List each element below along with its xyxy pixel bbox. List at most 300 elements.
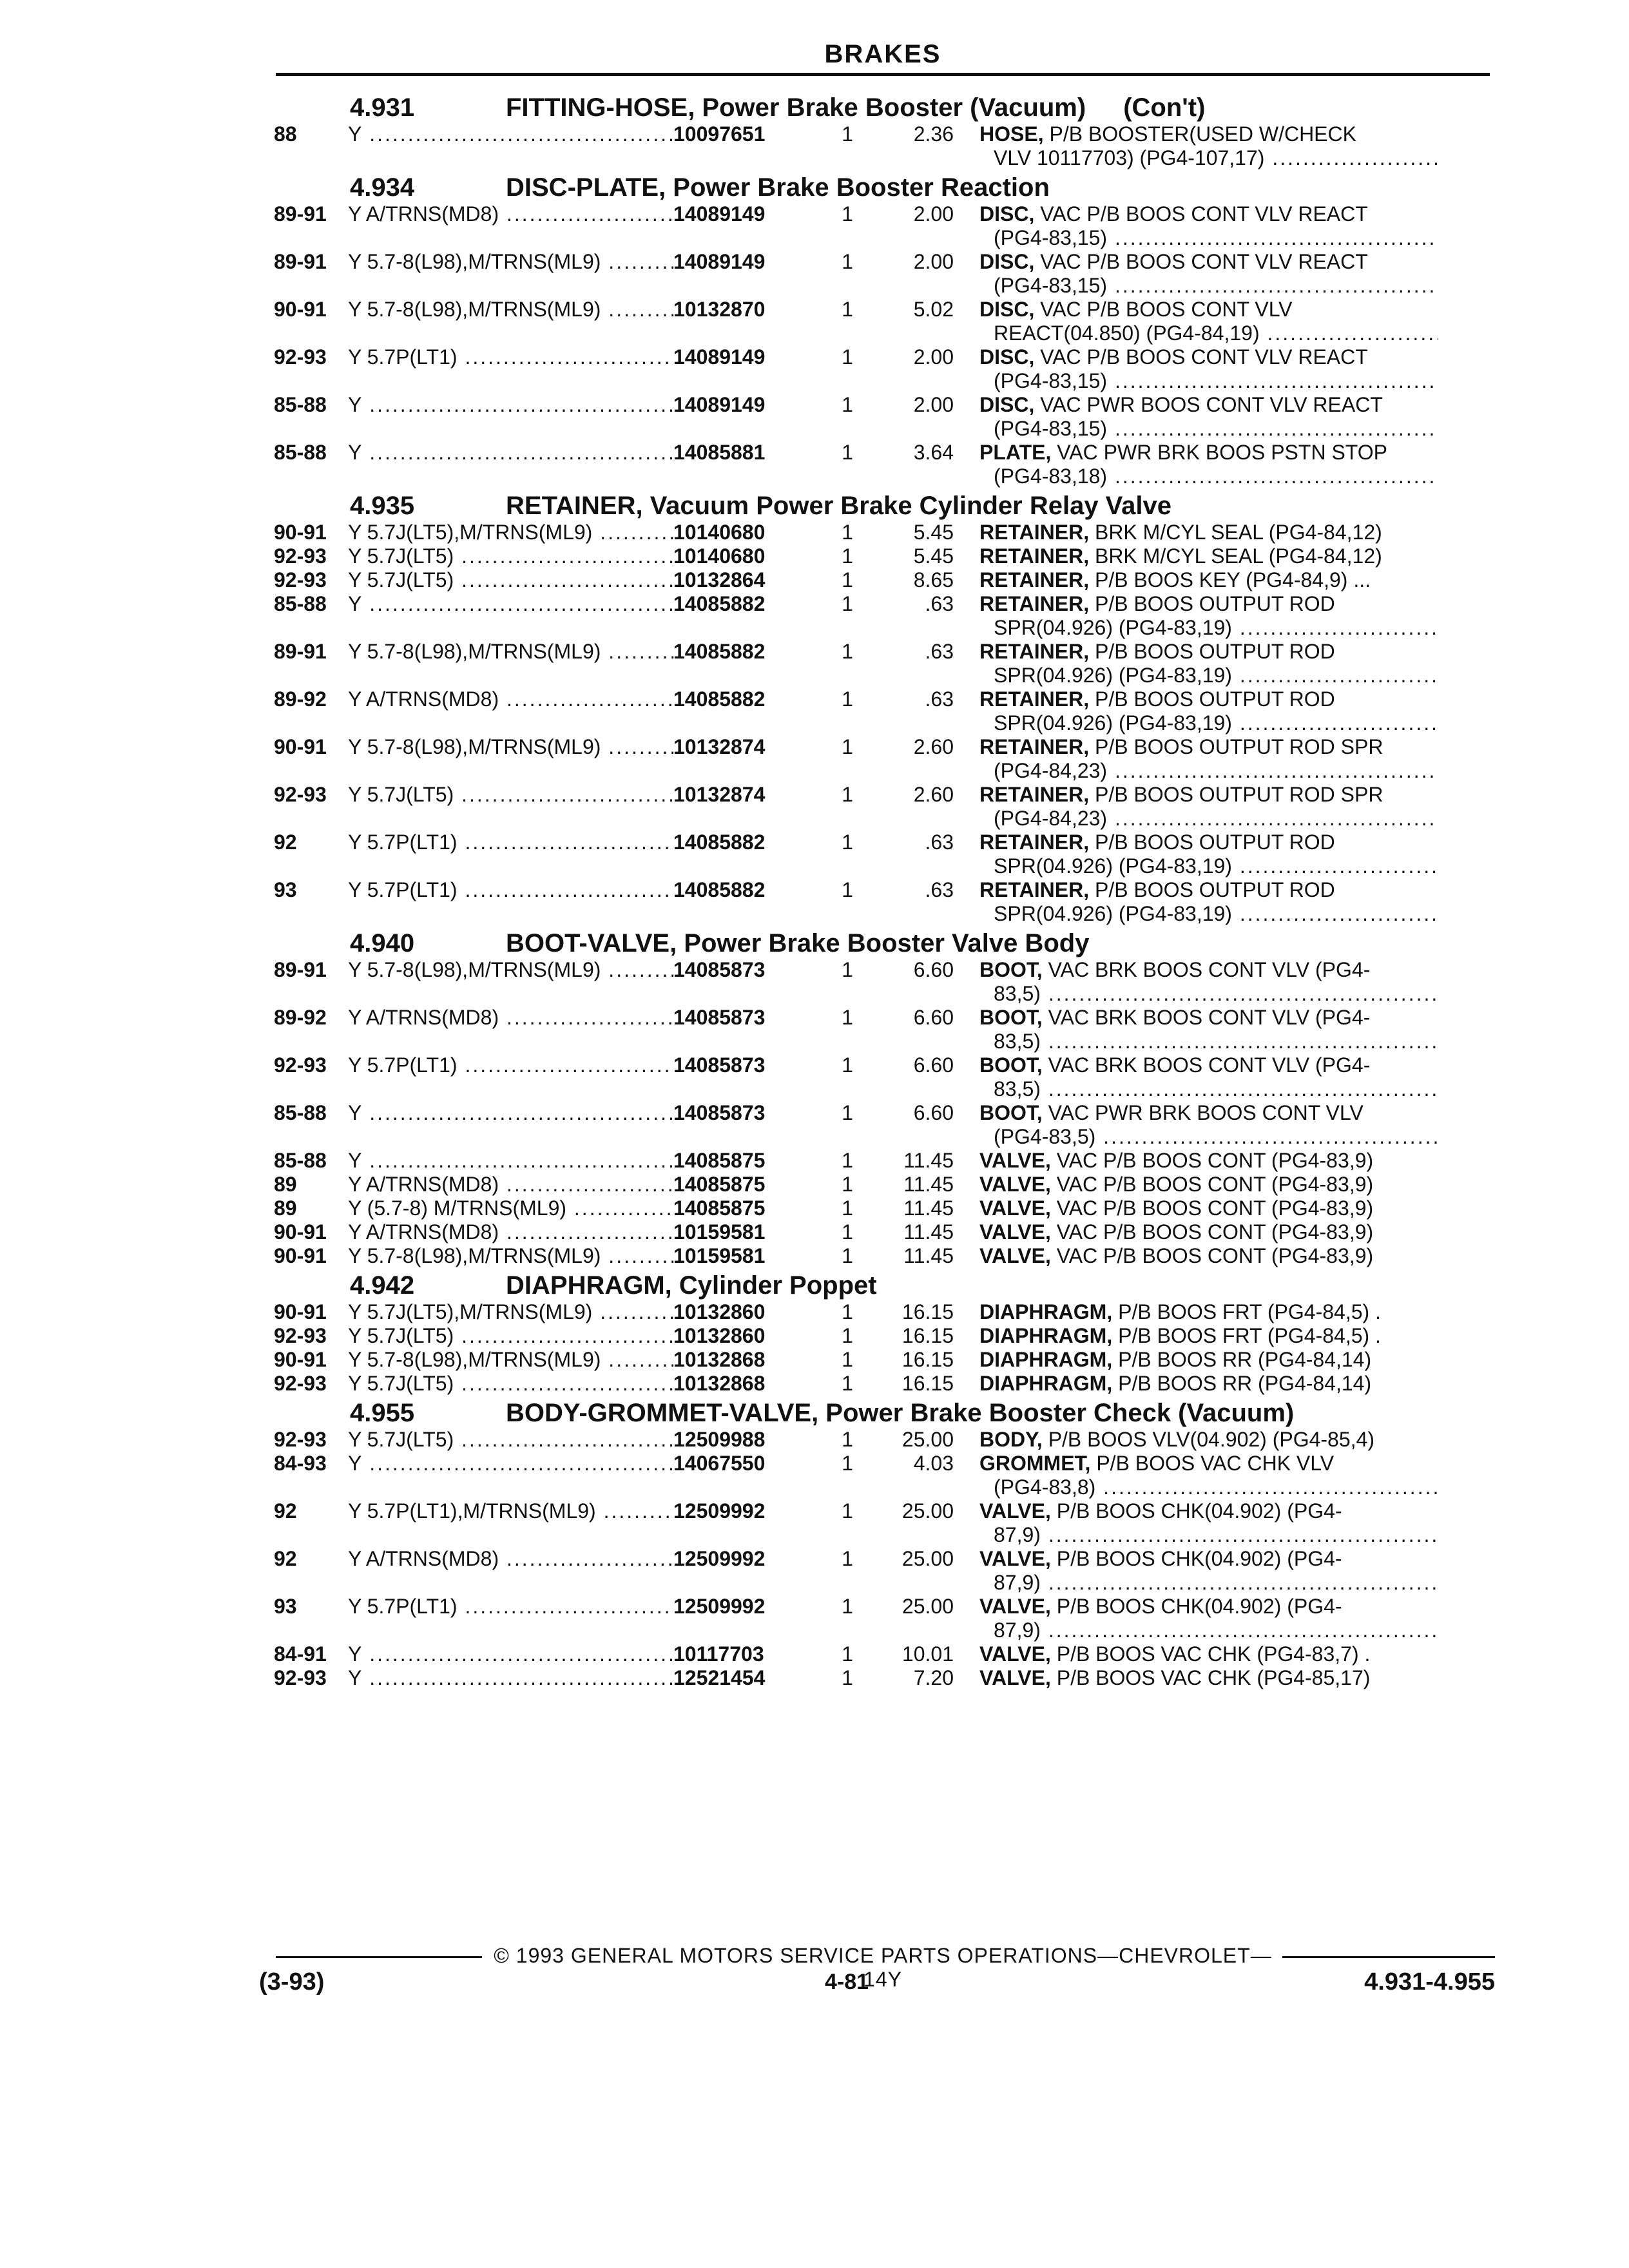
part-name: VALVE, [979,1149,1051,1172]
part-number: 10159581 [673,1244,766,1267]
part-name: VALVE, [979,1196,1051,1220]
usage-code: Y 5.7-8(L98),M/TRNS(ML9) ..... [348,1244,673,1268]
usage-code: Y ..... [348,1642,673,1666]
footer-rule-right [1282,1956,1495,1958]
description-text: VAC P/B BOOS CONT (PG4-83,9) [1056,1149,1374,1172]
part-description [979,687,1438,735]
price: 16.15 [901,1348,954,1371]
section-title [274,1271,1498,1300]
description-text: VAC P/B BOOS CONT (PG4-83,9) [1056,1196,1374,1220]
description-line-2: 87,9) ..... [979,1523,1438,1547]
part-description [979,1173,1438,1196]
part-description [979,1244,1438,1268]
usage-code: Y 5.7P(LT1) ..... [348,345,673,369]
description-line-1 [979,441,1438,465]
part-name: RETAINER, [979,592,1090,615]
usage-code: Y 5.7J(LT5) ..... [348,568,673,592]
part-number: 10140680 [673,544,766,568]
section-name: DISC-PLATE, Power Brake Booster Reaction [506,173,1050,202]
part-name: VALVE, [979,1595,1051,1618]
usage-code: Y ..... [348,393,673,417]
parts-row [274,202,1498,250]
description-line-1 [979,1196,1438,1220]
model-years: 92 [274,831,297,854]
part-name: BODY, [979,1428,1043,1451]
parts-row [274,1348,1498,1372]
part-number: 10132874 [673,783,766,806]
description-text: VAC BRK BOOS CONT VLV (PG4- [1048,1053,1371,1077]
description-line-1 [979,1324,1438,1348]
part-number: 14089149 [673,202,766,226]
part-number: 12509988 [673,1428,766,1451]
description-line-1 [979,298,1438,322]
description-line-2: 87,9) ..... [979,1571,1438,1595]
model-years: 90-91 [274,735,327,758]
quantity: 1 [842,878,853,901]
part-description [979,735,1438,783]
part-description [979,298,1438,345]
part-name: RETAINER, [979,521,1090,544]
price: .63 [925,592,954,615]
section-number: 4.955 [350,1399,415,1427]
parts-row [274,1666,1498,1690]
description-line-2: (PG4-83,15) ..... [979,274,1438,298]
description-line-1 [979,1428,1438,1452]
parts-row [274,393,1498,441]
parts-row [274,1220,1498,1244]
part-name: VALVE, [979,1499,1051,1523]
description-text: P/B BOOS OUTPUT ROD [1094,687,1335,711]
part-description [979,1006,1438,1053]
part-number: 14089149 [673,393,766,416]
description-line-2: 83,5) ..... [979,982,1438,1006]
description-line-2: (PG4-83,8) ..... [979,1475,1438,1499]
part-description [979,568,1438,592]
description-line-1 [979,1666,1438,1690]
description-line-1 [979,1499,1438,1523]
part-description [979,521,1438,544]
parts-row [274,1372,1498,1396]
model-years: 90-91 [274,1220,327,1244]
quantity: 1 [842,1666,853,1689]
part-description [979,441,1438,488]
quantity: 1 [842,122,853,146]
usage-code: Y A/TRNS(MD8) ..... [348,1006,673,1030]
parts-section [274,491,1498,926]
quantity: 1 [842,1452,853,1475]
description-text: VAC P/B BOOS CONT VLV REACT [1040,345,1368,369]
description-text: P/B BOOS OUTPUT ROD SPR [1094,783,1383,806]
description-line-2: (PG4-83,15) ..... [979,369,1438,393]
usage-code: Y 5.7-8(L98),M/TRNS(ML9) ..... [348,640,673,664]
part-description [979,783,1438,831]
part-number: 14085882 [673,687,766,711]
parts-row [274,521,1498,544]
section-title [274,1398,1498,1428]
parts-row [274,687,1498,735]
model-years: 90-91 [274,1348,327,1371]
description-text: P/B BOOS OUTPUT ROD [1094,592,1335,615]
description-text: VAC P/B BOOS CONT VLV REACT [1040,202,1368,226]
description-line-1 [979,1101,1438,1125]
parts-section [274,1271,1498,1396]
part-name: BOOT, [979,958,1043,981]
description-line-2: 83,5) ..... [979,1077,1438,1101]
price: .63 [925,878,954,901]
price: 2.00 [913,250,954,273]
footer-copyright: © 1993 GENERAL MOTORS SERVICE PARTS OPERATIONS—CHEVROLET—14Y [494,1944,1272,1991]
part-description [979,958,1438,1006]
model-years: 90-91 [274,521,327,544]
quantity: 1 [842,1196,853,1220]
parts-row [274,1642,1498,1666]
section-name: BOOT-VALVE, Power Brake Booster Valve Body [506,929,1090,957]
model-years: 92-93 [274,783,327,806]
part-number: 14089149 [673,250,766,273]
section-title [274,93,1498,122]
part-description [979,1300,1438,1324]
description-line-1 [979,640,1438,664]
quantity: 1 [842,1244,853,1267]
part-number: 14085881 [673,441,766,464]
part-name: RETAINER, [979,735,1090,758]
description-text: P/B BOOS CHK(04.902) (PG4- [1056,1547,1342,1570]
model-years: 89 [274,1196,297,1220]
part-name: RETAINER, [979,783,1090,806]
quantity: 1 [842,783,853,806]
part-number: 14085873 [673,1006,766,1029]
description-line-2: SPR(04.926) (PG4-83,19) ..... [979,711,1438,735]
parts-row [274,441,1498,488]
description-line-1 [979,568,1438,592]
part-description [979,1499,1438,1547]
part-number: 14085873 [673,958,766,981]
part-description [979,250,1438,298]
description-text: P/B BOOS OUTPUT ROD [1094,878,1335,901]
usage-code: Y (5.7-8) M/TRNS(ML9) ..... [348,1196,673,1220]
usage-code: Y 5.7-8(L98),M/TRNS(ML9) ..... [348,735,673,759]
part-number: 10132864 [673,568,766,591]
model-years: 88 [274,122,297,146]
part-name: RETAINER, [979,878,1090,901]
price: 2.00 [913,345,954,369]
parts-section [274,928,1498,1268]
description-text: P/B BOOS VAC CHK (PG4-83,7) . [1056,1642,1371,1666]
part-name: HOSE, [979,122,1044,146]
description-text: VAC P/B BOOS CONT (PG4-83,9) [1056,1244,1374,1267]
description-text: VAC P/B BOOS CONT (PG4-83,9) [1056,1220,1374,1244]
part-description [979,393,1438,441]
model-years: 89-92 [274,1006,327,1029]
part-description [979,544,1438,568]
part-name: RETAINER, [979,568,1090,591]
description-line-2: (PG4-83,5) ..... [979,1125,1438,1149]
price: 2.60 [913,735,954,758]
description-line-1 [979,202,1438,226]
usage-code: Y 5.7J(LT5) ..... [348,783,673,807]
price: 11.45 [903,1244,954,1267]
part-name: RETAINER, [979,640,1090,663]
part-number: 10132868 [673,1348,766,1371]
parts-row [274,1547,1498,1595]
footer-rule-left [276,1956,482,1958]
quantity: 1 [842,1101,853,1124]
description-text: P/B BOOS CHK(04.902) (PG4- [1056,1595,1342,1618]
usage-code: Y A/TRNS(MD8) ..... [348,687,673,711]
part-number: 10159581 [673,1220,766,1244]
model-years: 89-91 [274,640,327,663]
quantity: 1 [842,1149,853,1172]
quantity: 1 [842,1173,853,1196]
usage-code: Y 5.7P(LT1) ..... [348,1053,673,1077]
description-line-2: 83,5) ..... [979,1030,1438,1053]
parts-row [274,640,1498,687]
footer-page-number: 4-81 [825,1970,869,1994]
description-line-1 [979,1173,1438,1196]
part-description [979,1149,1438,1173]
description-text: BRK M/CYL SEAL (PG4-84,12) [1094,544,1382,568]
part-number: 10140680 [673,521,766,544]
quantity: 1 [842,1324,853,1347]
page-title: BRAKES [824,40,941,68]
part-name: VALVE, [979,1666,1051,1689]
part-name: BOOT, [979,1053,1043,1077]
model-years: 85-88 [274,1149,327,1172]
model-years: 92-93 [274,544,327,568]
price: 2.00 [913,202,954,226]
usage-code: Y A/TRNS(MD8) ..... [348,1547,673,1571]
quantity: 1 [842,1300,853,1323]
quantity: 1 [842,640,853,663]
part-number: 10132868 [673,1372,766,1395]
quantity: 1 [842,1499,853,1523]
part-number: 10097651 [673,122,766,146]
part-description [979,1642,1438,1666]
price: 2.00 [913,393,954,416]
header-rule [276,73,1490,76]
description-line-1 [979,1642,1438,1666]
parts-row [274,1244,1498,1268]
part-name: VALVE, [979,1547,1051,1570]
description-line-1 [979,521,1438,544]
description-line-1 [979,1348,1438,1372]
description-line-2: SPR(04.926) (PG4-83,19) ..... [979,854,1438,878]
part-name: DISC, [979,250,1035,273]
description-text: P/B BOOS VAC CHK VLV [1096,1452,1335,1475]
part-description [979,1348,1438,1372]
description-line-1 [979,1244,1438,1268]
usage-code: Y ..... [348,441,673,465]
footer-section-range: 4.931-4.955 [1364,1968,1495,1995]
quantity: 1 [842,345,853,369]
description-text: P/B BOOS VAC CHK (PG4-85,17) [1056,1666,1371,1689]
usage-code: Y 5.7J(LT5) ..... [348,544,673,568]
parts-row [274,1101,1498,1149]
description-line-1 [979,1547,1438,1571]
parts-row [274,1053,1498,1101]
part-number: 14085882 [673,640,766,663]
part-number: 14085875 [673,1173,766,1196]
description-line-2: (PG4-84,23) ..... [979,759,1438,783]
part-number: 12509992 [673,1499,766,1523]
description-text: P/B BOOS OUTPUT ROD [1094,831,1335,854]
description-text: VAC BRK BOOS CONT VLV (PG4- [1048,958,1371,981]
part-number: 14085882 [673,592,766,615]
description-line-2: SPR(04.926) (PG4-83,19) ..... [979,616,1438,640]
model-years: 92-93 [274,1428,327,1451]
description-line-1 [979,735,1438,759]
usage-code: Y 5.7J(LT5) ..... [348,1324,673,1348]
usage-code: Y A/TRNS(MD8) ..... [348,1173,673,1196]
usage-code: Y 5.7J(LT5) ..... [348,1372,673,1396]
usage-code: Y ..... [348,1149,673,1173]
description-line-1 [979,592,1438,616]
part-number: 14085882 [673,831,766,854]
usage-code: Y 5.7J(LT5) ..... [348,1428,673,1452]
description-line-1 [979,783,1438,807]
part-description [979,1595,1438,1642]
part-description [979,202,1438,250]
model-years: 84-93 [274,1452,327,1475]
quantity: 1 [842,544,853,568]
part-description [979,1196,1438,1220]
section-number: 4.942 [350,1271,415,1300]
parts-row [274,1149,1498,1173]
part-name: VALVE, [979,1244,1051,1267]
price: 11.45 [903,1149,954,1172]
model-years: 93 [274,1595,297,1618]
description-text: VAC PWR BRK BOOS PSTN STOP [1057,441,1387,464]
model-years: 85-88 [274,441,327,464]
price: 5.45 [913,544,954,568]
parts-row [274,831,1498,878]
usage-code: Y 5.7P(LT1),M/TRNS(ML9) ..... [348,1499,673,1523]
description-text: P/B BOOS OUTPUT ROD SPR [1094,735,1383,758]
part-name: RETAINER, [979,831,1090,854]
description-text: P/B BOOS RR (PG4-84,14) [1118,1348,1372,1371]
section-name: FITTING-HOSE, Power Brake Booster (Vacuum) [506,93,1086,122]
part-name: VALVE, [979,1220,1051,1244]
model-years: 90-91 [274,1300,327,1323]
part-name: DIAPHRAGM, [979,1372,1113,1395]
description-line-1 [979,1595,1438,1619]
description-line-1 [979,393,1438,417]
price: 5.02 [913,298,954,321]
parts-row [274,1428,1498,1452]
price: .63 [925,640,954,663]
usage-code: Y 5.7-8(L98),M/TRNS(ML9) ..... [348,958,673,982]
description-line-2: REACT(04.850) (PG4-84,19) ..... [979,322,1438,345]
description-line-1 [979,687,1438,711]
description-line-2: VLV 10117703) (PG4-107,17) ..... [979,146,1438,170]
part-number: 10132860 [673,1300,766,1323]
part-number: 14085875 [673,1149,766,1172]
description-line-1 [979,250,1438,274]
description-line-2: SPR(04.926) (PG4-83,19) ..... [979,664,1438,687]
price: .63 [925,687,954,711]
quantity: 1 [842,202,853,226]
part-name: VALVE, [979,1642,1051,1666]
part-name: BOOT, [979,1006,1043,1029]
model-years: 89-91 [274,202,327,226]
quantity: 1 [842,1547,853,1570]
description-text: P/B BOOSTER(USED W/CHECK [1049,122,1356,146]
part-number: 12521454 [673,1666,766,1689]
price: 16.15 [901,1300,954,1323]
part-name: VALVE, [979,1173,1051,1196]
description-line-1 [979,122,1438,146]
parts-row [274,122,1498,170]
usage-code: Y 5.7P(LT1) ..... [348,878,673,902]
model-years: 92-93 [274,1666,327,1689]
part-name: RETAINER, [979,544,1090,568]
quantity: 1 [842,1053,853,1077]
quantity: 1 [842,958,853,981]
model-years: 85-88 [274,393,327,416]
price: 6.60 [913,1053,954,1077]
description-text: P/B BOOS VLV(04.902) (PG4-85,4) [1048,1428,1374,1451]
model-years: 92 [274,1547,297,1570]
price: 11.45 [903,1173,954,1196]
model-years: 90-91 [274,1244,327,1267]
description-line-2: (PG4-83,15) ..... [979,226,1438,250]
part-name: DIAPHRAGM, [979,1348,1113,1371]
parts-row [274,878,1498,926]
description-text: VAC PWR BOOS CONT VLV REACT [1040,393,1383,416]
section-title [274,173,1498,202]
part-number: 14085875 [673,1196,766,1220]
description-text: P/B BOOS FRT (PG4-84,5) . [1118,1300,1381,1323]
footer-revision-date: (3-93) [259,1968,325,1995]
price: 25.00 [901,1428,954,1451]
part-number: 14085873 [673,1101,766,1124]
part-number: 10132860 [673,1324,766,1347]
price: 2.36 [913,122,954,146]
model-years: 90-91 [274,298,327,321]
parts-row [274,958,1498,1006]
price: 6.60 [913,1006,954,1029]
price: 4.03 [913,1452,954,1475]
quantity: 1 [842,521,853,544]
model-years: 85-88 [274,1101,327,1124]
price: 25.00 [901,1595,954,1618]
quantity: 1 [842,1642,853,1666]
section-title [274,928,1498,958]
model-years: 89-91 [274,250,327,273]
quantity: 1 [842,735,853,758]
part-number: 10117703 [673,1642,764,1666]
part-name: BOOT, [979,1101,1043,1124]
usage-code: Y ..... [348,592,673,616]
part-number: 10132874 [673,735,766,758]
model-years: 92-93 [274,1053,327,1077]
quantity: 1 [842,1595,853,1618]
parts-row [274,345,1498,393]
price: 6.60 [913,958,954,981]
quantity: 1 [842,393,853,416]
usage-code: Y ..... [348,1666,673,1690]
description-line-1 [979,1452,1438,1475]
part-number: 12509992 [673,1547,766,1570]
section-number: 4.935 [350,492,415,520]
model-years: 89 [274,1173,297,1196]
part-description [979,345,1438,393]
parts-row [274,1196,1498,1220]
price: 2.60 [913,783,954,806]
description-text: VAC P/B BOOS CONT (PG4-83,9) [1056,1173,1374,1196]
model-years: 84-91 [274,1642,327,1666]
part-description [979,122,1438,170]
